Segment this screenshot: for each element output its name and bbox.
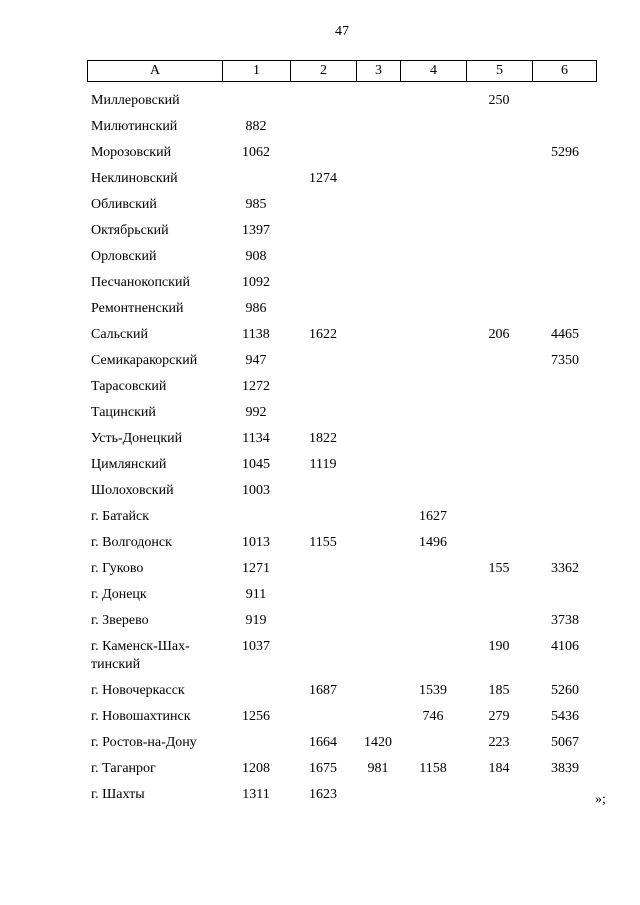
row-value-col6: 5260: [551, 683, 579, 698]
row-value-col1: 992: [245, 405, 267, 420]
row-value-col2: 1623: [309, 787, 337, 802]
row-value-col1: 1045: [242, 457, 270, 472]
row-name: Ремонтненский: [91, 301, 184, 316]
row-name: г. Гуково: [91, 561, 144, 576]
row-value-col1: 1208: [242, 761, 270, 776]
row-value-col2: 1675: [309, 761, 337, 776]
row-value-col2: 1119: [309, 457, 337, 472]
row-value-col1: 908: [245, 249, 267, 264]
row-value-col5: 184: [488, 761, 510, 776]
table-row: [0, 322, 640, 348]
row-value-col1: 911: [245, 587, 267, 602]
row-value-col1: 1397: [242, 223, 270, 238]
row-value-col6: 3839: [551, 761, 579, 776]
row-value-col3: 1420: [364, 735, 392, 750]
row-name: г. Донецк: [91, 587, 147, 602]
row-value-col6: 5296: [551, 145, 579, 160]
column-header-6: 6: [533, 61, 597, 82]
table-row: [0, 218, 640, 244]
column-header-3: 3: [357, 61, 401, 82]
row-name: Милютинский: [91, 119, 178, 134]
row-name: Тацинский: [91, 405, 156, 420]
row-name: Сальский: [91, 327, 149, 342]
table-row: [0, 530, 640, 556]
row-value-col6: 3738: [551, 613, 579, 628]
column-header-5: 5: [467, 61, 533, 82]
row-name: г. Новошахтинск: [91, 709, 191, 724]
table-body: [0, 88, 640, 808]
column-header-row: [88, 61, 597, 82]
row-name: Обливский: [91, 197, 157, 212]
row-value-col1: 1256: [242, 709, 270, 724]
row-value-col6: 7350: [551, 353, 579, 368]
table-row: [0, 348, 640, 374]
page-number: 47: [335, 24, 349, 39]
table-row: [0, 244, 640, 270]
row-name: Шолоховский: [91, 483, 174, 498]
column-header-2: 2: [291, 61, 357, 82]
row-value-col5: 206: [488, 327, 510, 342]
row-value-col1: 882: [245, 119, 267, 134]
row-name: г. Зверево: [91, 613, 149, 628]
table-row: [0, 756, 640, 782]
table-row: [0, 782, 640, 808]
column-header-table: [87, 60, 597, 82]
table-row: [0, 374, 640, 400]
row-value-col1: 1037: [242, 639, 270, 654]
table-row: [0, 730, 640, 756]
row-value-col1: 1271: [242, 561, 270, 576]
row-value-col1: 985: [245, 197, 267, 212]
row-value-col1: 1134: [242, 431, 270, 446]
table-row: [0, 504, 640, 530]
row-value-col6: 4465: [551, 327, 579, 342]
row-value-col2: 1687: [309, 683, 337, 698]
table-row: [0, 88, 640, 114]
row-name: Неклиновский: [91, 171, 178, 186]
row-name: г. Таганрог: [91, 761, 156, 776]
row-value-col1: 947: [245, 353, 267, 368]
table-row: [0, 704, 640, 730]
row-value-col2: 1155: [309, 535, 337, 550]
row-value-col1: 1092: [242, 275, 270, 290]
row-name: г. Новочеркасск: [91, 683, 185, 698]
row-value-col4: 1496: [419, 535, 447, 550]
row-name: Семикаракорский: [91, 353, 198, 368]
row-value-col4: 1627: [419, 509, 447, 524]
column-header-1: 1: [223, 61, 291, 82]
table-row: [0, 452, 640, 478]
table-row: [0, 166, 640, 192]
row-value-col1: 986: [245, 301, 267, 316]
row-value-col1: 1062: [242, 145, 270, 160]
row-value-col4: 1158: [419, 761, 447, 776]
row-value-col6: 5067: [551, 735, 579, 750]
table-row: [0, 608, 640, 634]
table-row: [0, 400, 640, 426]
row-value-col2: 1664: [309, 735, 337, 750]
row-value-col1: 1311: [242, 787, 270, 802]
row-value-col1: 1013: [242, 535, 270, 550]
row-name: г. Ростов-на-Дону: [91, 735, 197, 750]
row-name: г. Шахты: [91, 787, 145, 802]
row-name: Тарасовский: [91, 379, 167, 394]
row-value-col2: 1822: [309, 431, 337, 446]
table-row: [0, 678, 640, 704]
row-value-col5: 250: [488, 93, 510, 108]
column-header-a: А: [88, 61, 223, 82]
table-row: [0, 582, 640, 608]
row-value-col5: 223: [488, 735, 510, 750]
table-row: [0, 556, 640, 582]
table-row: [0, 426, 640, 452]
table-row: [0, 478, 640, 504]
row-value-col1: 1272: [242, 379, 270, 394]
row-name: Песчанокопский: [91, 275, 190, 290]
table-row: [0, 192, 640, 218]
row-value-col5: 155: [488, 561, 510, 576]
table-row: [0, 296, 640, 322]
row-name: Миллеровский: [91, 93, 180, 108]
row-value-col4: 1539: [419, 683, 447, 698]
table-row: [0, 634, 640, 678]
closing-quote: »;: [595, 792, 606, 807]
row-value-col1: 919: [245, 613, 267, 628]
row-value-col6: 3362: [551, 561, 579, 576]
row-name: Усть-Донецкий: [91, 431, 183, 446]
row-value-col5: 279: [488, 709, 510, 724]
row-value-col2: 1274: [309, 171, 337, 186]
row-value-col6: 5436: [551, 709, 579, 724]
row-name: Цимлянский: [91, 457, 167, 472]
row-value-col5: 185: [488, 683, 510, 698]
row-value-col4: 746: [422, 709, 444, 724]
row-name: Морозовский: [91, 145, 172, 160]
row-name: г. Волгодонск: [91, 535, 172, 550]
row-name: г. Каменск-Шах-тинский: [91, 639, 190, 672]
row-value-col6: 4106: [551, 639, 579, 654]
row-name: г. Батайск: [91, 509, 150, 524]
row-name: Орловский: [91, 249, 157, 264]
table-row: [0, 140, 640, 166]
row-value-col1: 1138: [242, 327, 270, 342]
table-row: [0, 114, 640, 140]
column-header-4: 4: [401, 61, 467, 82]
table-row: [0, 270, 640, 296]
row-value-col1: 1003: [242, 483, 270, 498]
row-value-col2: 1622: [309, 327, 337, 342]
row-name: Октябрьский: [91, 223, 169, 238]
row-value-col3: 981: [367, 761, 389, 776]
row-value-col5: 190: [488, 639, 510, 654]
